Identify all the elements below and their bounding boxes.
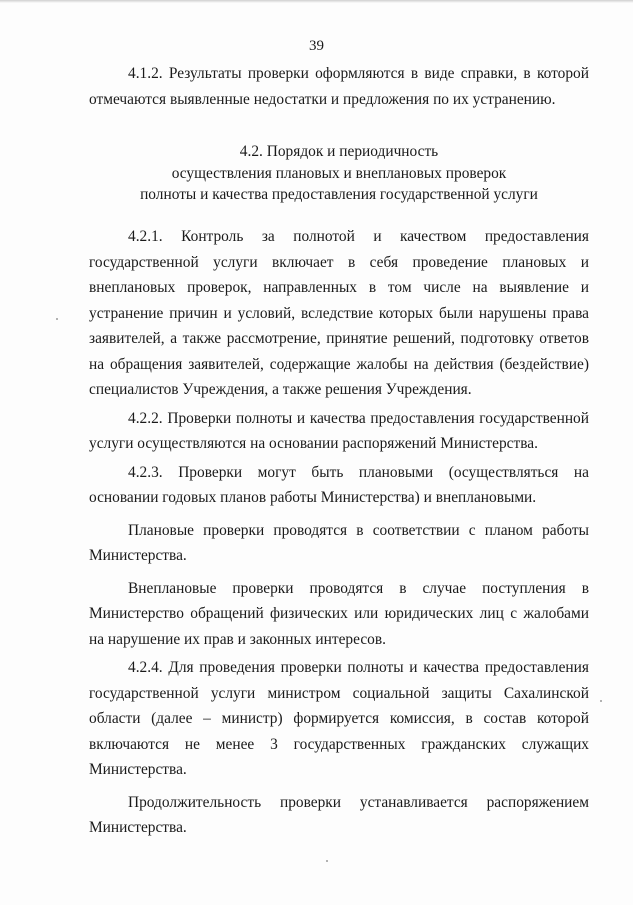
scan-speck (326, 860, 328, 862)
scan-speck (600, 700, 602, 702)
section-heading (89, 141, 589, 206)
paragraph-4-1-2: 4.1.2. Результаты проверки оформляются в виде справки, в которой отмечаются выявленные недостатки и предложения по их устранению. (89, 65, 589, 108)
paragraph-planned-checks: Плановые проверки проводятся в соответствии с планом работы Министерства. (89, 521, 589, 564)
section-body (89, 224, 589, 841)
paragraph-4-2-1: 4.2.1. Контроль за полнотой и качеством предоставления государственной услуги включает в себя проведение плановых и внеплановых проверок, направленных в том числе на выявление и устранение причин и условий, вследствие которых были нарушены права заявителей, а также рассмотрение, принятие решений, подготовку ответов на обращения заявителей, содержащие жалобы на действия (бездействие) специалистов Учреждения, а также решения Учреждения. (89, 228, 589, 398)
paragraph-unplanned-checks: Внеплановые проверки проводятся в случае поступления в Министерство обращений физических или юридических лиц с жалобами на нарушение их прав и законных интересов. (89, 579, 589, 648)
section-heading-line-2: осуществления плановых и внеплановых проверок (171, 164, 507, 182)
scan-speck (56, 318, 58, 320)
intro-block (89, 61, 589, 112)
section-heading-line-3: полноты и качества предоставления государственной услуги (140, 186, 538, 203)
scan-edge (0, 0, 633, 3)
section-heading-line-1: 4.2. Порядок и периодичность (239, 143, 439, 160)
paragraph-4-2-3: 4.2.3. Проверки могут быть плановыми (осуществляться на основании годовых планов работы Министерства) и внеплановыми. (89, 463, 589, 506)
paragraph-4-2-2: 4.2.2. Проверки полноты и качества предоставления государственной услуги осуществляются на основании распоряжений Министерства. (89, 409, 589, 452)
paragraph-4-2-4: 4.2.4. Для проведения проверки полноты и качества предоставления государственной услуги министром социальной защиты Сахалинской области (далее – министр) формируется комиссия, в состав которой включаются не менее 3 государственных гражданских служащих Министерства. (89, 659, 589, 778)
paragraph-duration: Продолжительность проверки устанавливается распоряжением Министерства. (89, 793, 589, 836)
page-number: 39 (309, 38, 324, 54)
